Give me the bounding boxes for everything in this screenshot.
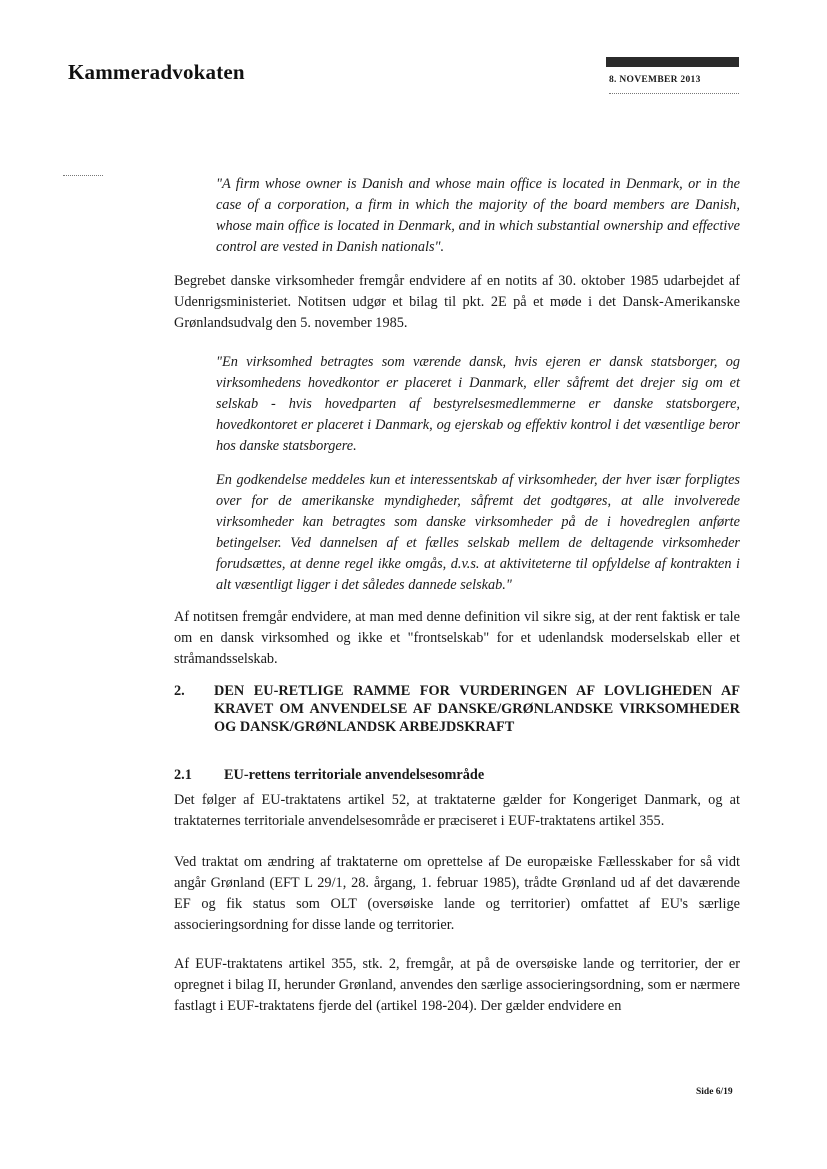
paragraph-artikel-355: Af EUF-traktatens artikel 355, stk. 2, fremgår, at på de oversøiske lande og territorier, der er opregnet i bilag II, herunder Grønland, anvendes den særlige associeringsordning, som er nærmere fastlagt i EUF-traktatens fjerde del (artikel 198-204). Der gælder endvidere en bbox=[174, 956, 740, 1014]
quote-danish-godkendelse: En godkendelse meddeles kun et interessentskab af virksomheder, der hver især forpligtes over for de amerikanske myndigheder, såfremt det godtgøres, at alle involverede virksomheder kan betragtes som danske virksomheder på de i hovedreglen anførte betingelser. Ved dannelsen af et fælles selskab mellem de deltagende virksomheder forudsættes, at denne regel ikke omgås, d.v.s. at aktiviteterne til opfyldelse af kontrakten i alt væsentligt ligger i det således dannede selskab." bbox=[216, 472, 740, 593]
section-number: 2. bbox=[174, 683, 185, 699]
paragraph-artikel-52: Det følger af EU-traktatens artikel 52, at traktaterne gælder for Kongeriget Danmark, og at traktaternes territoriale anvendelsesområde er præciseret i EUF-traktatens artikel 355. bbox=[174, 792, 740, 829]
date-underline bbox=[609, 93, 739, 94]
page-number: Side 6/19 bbox=[696, 1087, 733, 1097]
header-bar bbox=[606, 57, 739, 67]
subsection-title: EU-rettens territoriale anvendelsesområde bbox=[224, 767, 485, 783]
document-date: 8. NOVEMBER 2013 bbox=[609, 75, 701, 85]
firm-name: Kammeradvokaten bbox=[68, 60, 245, 84]
paragraph-notits: Begrebet danske virksomheder fremgår endvidere af en notits af 30. oktober 1985 udarbejdet af Udenrigsministeriet. Notitsen udgør et bilag til pkt. 2E på et møde i det Dansk-Amerikanske Grønlandsudvalg den 5. november 1985. bbox=[174, 273, 740, 331]
paragraph-frontselskab: Af notitsen fremgår endvidere, at man med denne definition vil sikre sig, at der rent faktisk er tale om en dansk virksomhed og ikke et "frontselskab" for et udenlandsk moderselskab eller et stråmandsselskab. bbox=[174, 609, 740, 667]
section-title: DEN EU-RETLIGE RAMME FOR VURDERINGEN AF LOVLIGHEDEN AF KRAVET OM ANVENDELSE AF DANSKE/GRØNLANDSKE VIRKSOMHEDER OG DANSK/GRØNLANDSK ARBEJDSKRAFT bbox=[214, 683, 740, 735]
quote-danish-definition: "En virksomhed betragtes som værende dansk, hvis ejeren er dansk statsborger, og virksomhedens hovedkontor er placeret i Danmark, eller såfremt det drejer sig om et selskab - hvis hovedparten af bestyrelsesmedlemmerne er danske statsborgere, hovedkontoret er placeret i Danmark, og ejerskab og effektiv kontrol i det væsentlige beror hos danske statsborgere. bbox=[216, 354, 740, 454]
subsection-number: 2.1 bbox=[174, 767, 192, 783]
quote-english-definition: "A firm whose owner is Danish and whose main office is located in Denmark, or in the case of a corporation, a firm in which the majority of the board members are Danish, whose main office is located in Denmark, and in which substantial ownership and effective control are vested in Danish nationals". bbox=[216, 176, 740, 255]
paragraph-groenland-olt: Ved traktat om ændring af traktaterne om oprettelse af De europæiske Fællesskaber for så vidt angår Grønland (EFT L 29/1, 28. årgang, 1. februar 1985), trådte Grønland ud af det daværende EF og fik status som OLT (oversøiske lande og territorier) omfattet af EU's særlige associeringsordning for disse lande og territorier. bbox=[174, 854, 740, 933]
margin-mark bbox=[63, 175, 103, 176]
